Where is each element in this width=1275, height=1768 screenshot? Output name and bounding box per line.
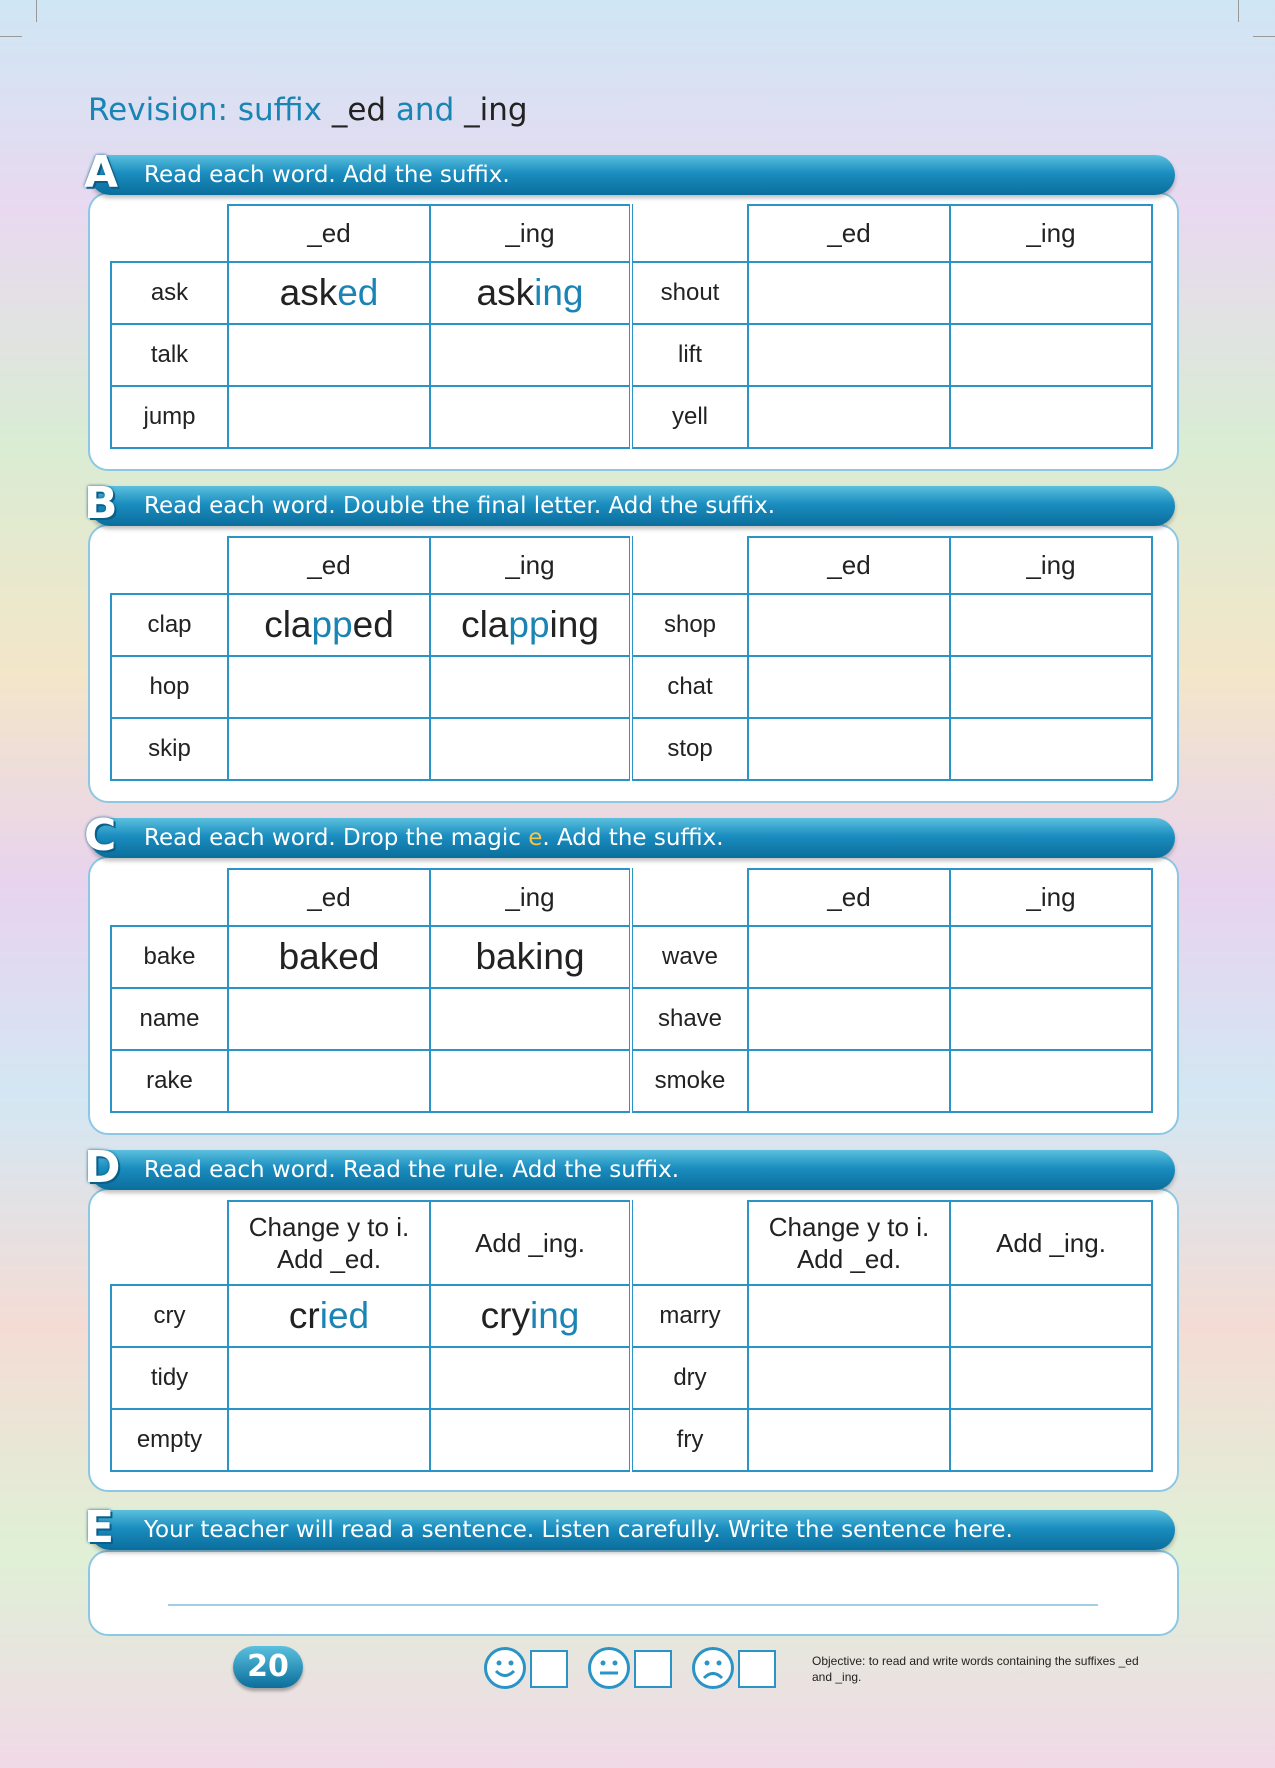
section-letter: A	[84, 147, 119, 198]
header-rule-ing: Add _ing.	[950, 1201, 1152, 1285]
answer-cell[interactable]	[950, 594, 1152, 656]
example-suffix: ing	[534, 272, 584, 313]
example-suffix: ed	[337, 272, 379, 313]
answer-cell[interactable]	[430, 656, 631, 718]
rule-line: Change y to i.	[248, 1211, 410, 1242]
section-b-table	[110, 536, 1153, 781]
answer-cell[interactable]	[950, 1285, 1152, 1347]
example-stem: ask	[476, 272, 535, 313]
answer-cell[interactable]	[950, 386, 1152, 448]
example-ed-cell: baked	[228, 926, 430, 988]
answer-cell[interactable]	[950, 656, 1152, 718]
example-stem: ask	[279, 272, 338, 313]
section-a-panel	[88, 192, 1179, 471]
header-ed: _ed	[748, 537, 950, 594]
word-cell: empty	[111, 1409, 228, 1471]
word-cell: wave	[631, 926, 748, 988]
title-text: Revision: suffix	[88, 92, 332, 128]
answer-cell[interactable]	[430, 1050, 631, 1112]
example-stem: cry	[480, 1295, 530, 1336]
example-suffix: ed	[352, 604, 394, 645]
example-ing-cell: baking	[430, 926, 631, 988]
header-ing: _ing	[950, 869, 1152, 926]
self-assess-box[interactable]	[634, 1650, 672, 1688]
word-cell: shout	[631, 262, 748, 324]
header-ed: _ed	[228, 869, 430, 926]
answer-cell[interactable]	[430, 386, 631, 448]
answer-cell[interactable]	[228, 324, 430, 386]
blank-cell	[111, 1201, 228, 1285]
header-rule-ed	[228, 1201, 430, 1285]
section-d-panel	[88, 1188, 1179, 1492]
word-cell: fry	[631, 1409, 748, 1471]
self-assess-box[interactable]	[530, 1650, 568, 1688]
rule-line: Change y to i.	[768, 1211, 930, 1242]
section-letter: D	[84, 1142, 121, 1193]
title-and: and	[386, 92, 465, 128]
section-letter: C	[84, 810, 117, 861]
crop-mark	[0, 36, 22, 37]
section-a-table	[110, 204, 1153, 449]
objective-text: Objective: to read and write words containing the suffixes _ed and _ing.	[812, 1654, 1139, 1685]
title-suffix-ed: _ed	[331, 92, 387, 128]
section-instruction: Read each word. Double the final letter. Add the suffix.	[144, 493, 776, 519]
answer-cell[interactable]	[228, 656, 430, 718]
example-stem: cr	[288, 1295, 320, 1336]
header-ing: _ing	[950, 205, 1152, 262]
title-suffix-ing: _ing	[464, 92, 528, 128]
section-b-banner	[84, 478, 1175, 529]
answer-cell[interactable]	[430, 718, 631, 780]
answer-cell[interactable]	[228, 1050, 430, 1112]
answer-cell[interactable]	[748, 988, 950, 1050]
header-ing: _ing	[430, 205, 631, 262]
blank-cell	[631, 869, 748, 926]
word-cell: rake	[111, 1050, 228, 1112]
word-cell: shop	[631, 594, 748, 656]
answer-cell[interactable]	[748, 1409, 950, 1471]
rule-line: Add _ed.	[276, 1244, 382, 1274]
answer-cell[interactable]	[748, 262, 950, 324]
page-number: 20	[233, 1646, 303, 1688]
section-e-panel	[88, 1550, 1179, 1636]
word-cell: hop	[111, 656, 228, 718]
answer-cell[interactable]	[748, 386, 950, 448]
answer-cell[interactable]	[950, 926, 1152, 988]
header-ed: _ed	[748, 869, 950, 926]
section-e-banner	[84, 1502, 1175, 1553]
instruction-text: . Add the suffix.	[542, 825, 724, 851]
neutral-face-icon	[588, 1647, 630, 1689]
header-ing: _ing	[950, 537, 1152, 594]
answer-cell[interactable]	[430, 324, 631, 386]
answer-cell[interactable]	[430, 1409, 631, 1471]
answer-cell[interactable]	[950, 718, 1152, 780]
header-rule-ed	[748, 1201, 950, 1285]
section-instruction: Your teacher will read a sentence. Listen carefully. Write the sentence here.	[144, 1517, 1013, 1543]
answer-cell[interactable]	[228, 386, 430, 448]
answer-cell[interactable]	[950, 324, 1152, 386]
answer-cell[interactable]	[950, 1050, 1152, 1112]
section-c-panel	[88, 856, 1179, 1135]
happy-face-icon	[484, 1647, 526, 1689]
answer-cell[interactable]	[748, 594, 950, 656]
word-cell: shave	[631, 988, 748, 1050]
word-cell: lift	[631, 324, 748, 386]
blank-cell	[111, 537, 228, 594]
section-instruction	[144, 825, 724, 851]
rule-line: Add _ed.	[796, 1244, 902, 1274]
word-cell: dry	[631, 1347, 748, 1409]
blank-cell	[631, 537, 748, 594]
example-stem: cla	[461, 604, 509, 645]
example-suffix: ied	[319, 1295, 370, 1336]
word-cell: skip	[111, 718, 228, 780]
answer-cell[interactable]	[748, 1285, 950, 1347]
crop-mark	[1238, 0, 1239, 22]
word-cell: yell	[631, 386, 748, 448]
blank-cell	[631, 1201, 748, 1285]
section-letter: B	[84, 478, 118, 529]
header-ed: _ed	[748, 205, 950, 262]
self-assess-box[interactable]	[738, 1650, 776, 1688]
header-ed: _ed	[228, 537, 430, 594]
word-cell: chat	[631, 656, 748, 718]
word-cell: jump	[111, 386, 228, 448]
header-ed: _ed	[228, 205, 430, 262]
answer-cell[interactable]	[950, 1347, 1152, 1409]
answer-cell[interactable]	[748, 1050, 950, 1112]
example-stem: cla	[264, 604, 312, 645]
example-suffix: ing	[529, 1295, 580, 1336]
example-doubled: pp	[311, 604, 353, 645]
answer-cell[interactable]	[430, 1347, 631, 1409]
word-cell: bake	[111, 926, 228, 988]
blank-cell	[111, 205, 228, 262]
instruction-text: Read each word. Drop the magic	[144, 825, 529, 851]
answer-cell[interactable]	[228, 718, 430, 780]
word-cell: cry	[111, 1285, 228, 1347]
word-cell: name	[111, 988, 228, 1050]
example-ed-cell	[228, 262, 430, 324]
example-ed-cell	[228, 1285, 430, 1347]
header-ing: _ing	[430, 537, 631, 594]
example-ed-cell	[228, 594, 430, 656]
answer-cell[interactable]	[950, 262, 1152, 324]
section-letter: E	[84, 1502, 115, 1553]
answer-cell[interactable]	[228, 988, 430, 1050]
word-cell: smoke	[631, 1050, 748, 1112]
section-a-banner	[84, 147, 1175, 198]
writing-line[interactable]	[168, 1604, 1098, 1606]
example-suffix: ing	[549, 604, 599, 645]
blank-cell	[631, 205, 748, 262]
answer-cell[interactable]	[228, 1409, 430, 1471]
example-doubled: pp	[508, 604, 550, 645]
crop-mark	[36, 0, 37, 22]
section-d-table	[110, 1200, 1153, 1472]
section-c-table	[110, 868, 1153, 1113]
header-rule-ing: Add _ing.	[430, 1201, 631, 1285]
section-instruction: Read each word. Add the suffix.	[144, 162, 510, 188]
answer-cell[interactable]	[950, 988, 1152, 1050]
word-cell: stop	[631, 718, 748, 780]
section-b-panel	[88, 524, 1179, 803]
blank-cell	[111, 869, 228, 926]
answer-cell[interactable]	[748, 1347, 950, 1409]
word-cell: talk	[111, 324, 228, 386]
example-ing-cell	[430, 1285, 631, 1347]
section-c-banner	[84, 810, 1175, 861]
word-cell: ask	[111, 262, 228, 324]
sad-face-icon	[692, 1647, 734, 1689]
header-ing: _ing	[430, 869, 631, 926]
example-ing-cell	[430, 594, 631, 656]
word-cell: clap	[111, 594, 228, 656]
word-cell: tidy	[111, 1347, 228, 1409]
example-ing-cell	[430, 262, 631, 324]
section-d-banner	[84, 1142, 1175, 1193]
section-instruction: Read each word. Read the rule. Add the suffix.	[144, 1157, 680, 1183]
word-cell: marry	[631, 1285, 748, 1347]
answer-cell[interactable]	[950, 1409, 1152, 1471]
answer-cell[interactable]	[748, 718, 950, 780]
answer-cell[interactable]	[748, 926, 950, 988]
answer-cell[interactable]	[748, 656, 950, 718]
magic-e-highlight: e	[528, 825, 543, 851]
page-title	[88, 92, 528, 128]
answer-cell[interactable]	[228, 1347, 430, 1409]
answer-cell[interactable]	[430, 988, 631, 1050]
answer-cell[interactable]	[748, 324, 950, 386]
crop-mark	[1253, 36, 1275, 37]
